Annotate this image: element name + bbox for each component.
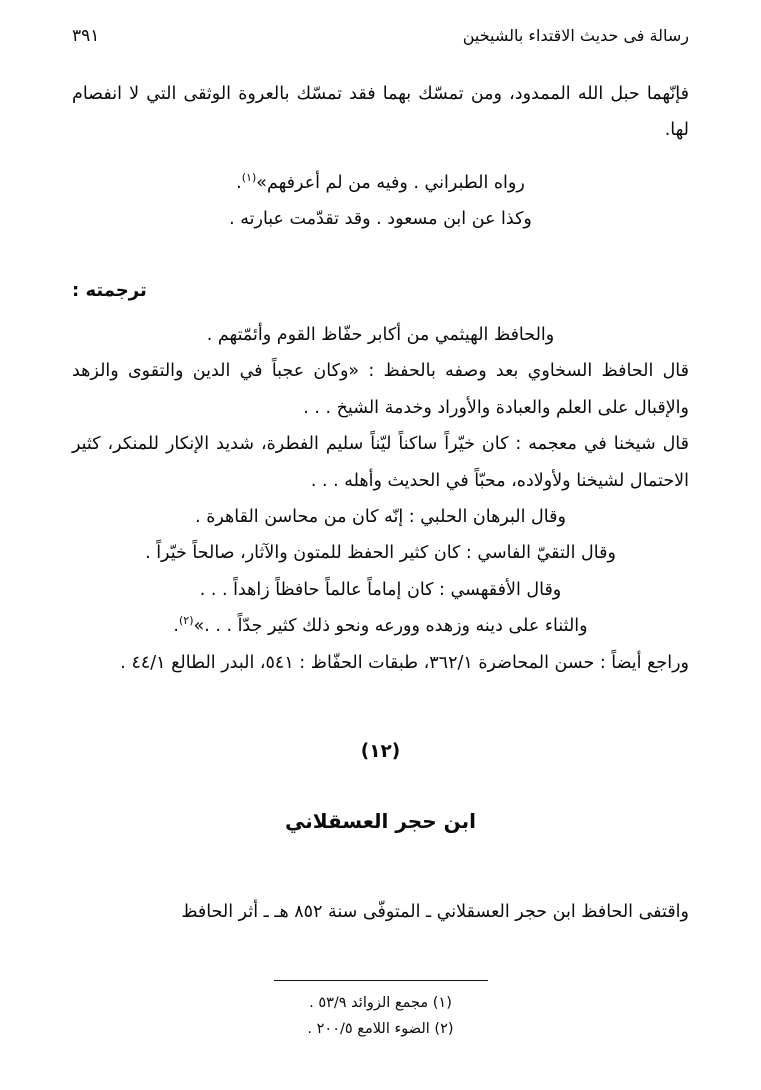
- bio-line-4: وقال البرهان الحلبي : إنّه كان من محاسن القاهرة .: [195, 506, 566, 527]
- bio-line-7-text: والثناء على دينه وزهده وورعه ونحو ذلك كثير جدّاً . . .»: [193, 616, 588, 637]
- footnote-item: (٢) الضوء اللامع ٢٠٠/٥ .: [307, 1020, 454, 1037]
- bio-line-7-end: .: [173, 616, 179, 637]
- page-content: [72, 26, 689, 1072]
- bio-line-5: وقال التقيّ الفاسي : كان كثير الحفظ للمتون والآثار، صالحاً خيّراً .: [145, 543, 616, 564]
- footnote-marker-2: (٢): [178, 614, 194, 628]
- footnote-item: (١) مجمع الزوائد ٥٣/٩ .: [309, 995, 452, 1012]
- ibn-masud-line: وكذا عن ابن مسعود . وقد تقدّمت عبارته .: [229, 209, 532, 230]
- bio-line-1: والحافظ الهيثمي من أكابر حفّاظ القوم وأئمّتهم .: [206, 325, 555, 345]
- footnote-separator-rule: [274, 980, 488, 981]
- biography-section-label: ترجمته :: [72, 279, 147, 301]
- page-number: ٣٩١: [72, 26, 100, 46]
- paragraph-hadith-continuation: فإنّهما حبل الله الممدود، ومن تمسّك بهما فقد تمسّك بالعروة الوثقى التي لا انفصام لها.: [72, 84, 689, 141]
- bio-line-6: وقال الأفقهسي : كان إماماً عالماً حافظاً زاهداً . . .: [199, 579, 562, 600]
- page-header: [72, 26, 689, 46]
- chapter-title: ابن حجر العسقلاني: [285, 809, 476, 834]
- bio-line-2: قال الحافظ السخاوي بعد وصفه بالحفظ : «وكان عجباً في الدين والتقوى والزهد والإقبال على العلم والعبادة والأوراد وخدمة الشيخ . . .: [72, 361, 689, 418]
- footnote-marker-1: (١): [241, 170, 257, 184]
- narration-attribution-line: [72, 165, 689, 201]
- closing-paragraph: واقتفى الحافظ ابن حجر العسقلاني ـ المتوفّى سنة ٨٥٢ هـ ـ أثر الحافظ: [181, 901, 689, 922]
- narration-attribution-end: .: [236, 172, 242, 193]
- running-title: رسالة فى حديث الاقتداء بالشيخين: [462, 26, 689, 45]
- spacer: [72, 149, 689, 165]
- footnotes-area: [72, 980, 689, 1042]
- bio-line-7: [72, 608, 689, 644]
- narration-attribution-text: رواه الطبراني . وفيه من لم أعرفهم»: [256, 172, 525, 193]
- body-text: [72, 76, 689, 930]
- bio-references-line: وراجع أيضاً : حسن المحاضرة ٣٦٢/١، طبقات الحفّاظ : ٥٤١، البدر الطالع ٤٤/١ .: [120, 652, 689, 673]
- bio-line-3: قال شيخنا في معجمه : كان خيّراً ساكناً ليّناً سليم الفطرة، شديد الإنكار للمنكر، كثير الاحتمال لشيخنا ولأولاده، محبّاً في الحديث وأهله . . .: [72, 434, 689, 491]
- chapter-number: (١٢): [360, 740, 401, 762]
